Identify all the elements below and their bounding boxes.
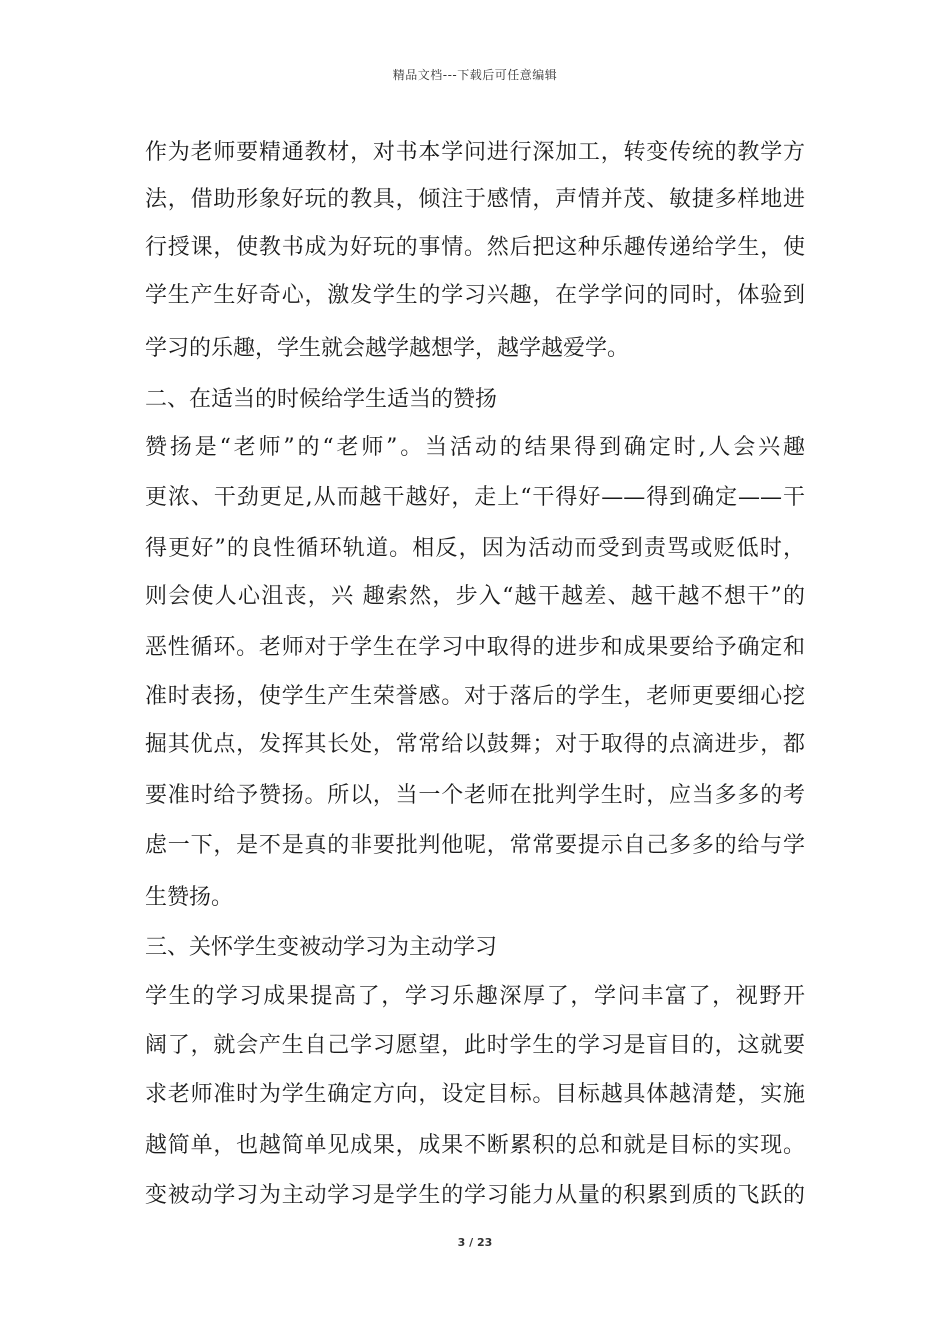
body-line: 要准时给予赞扬。所以，当一个老师在批判学生时，应当多多的考	[145, 783, 805, 808]
page-header: 精品文档---下载后可任意编辑	[392, 68, 558, 82]
body-line: 虑一下，是不是真的非要批判他呢，常常要提示自己多多的给与学	[145, 833, 805, 858]
body-line: 变被动学习为主动学习是学生的学习能力从量的积累到质的飞跃的	[145, 1183, 805, 1208]
body-line: 法，借助形象好玩的教具，倾注于感情，声情并茂、敏捷多样地进	[145, 187, 805, 212]
body-line: 行授课，使教书成为好玩的事情。然后把这种乐趣传递给学生，使	[145, 235, 805, 260]
body-line: 学习的乐趣，学生就会越学越想学，越学越爱学。	[145, 336, 630, 361]
body-line: 更浓、干劲更足,从而越干越好，走上“干得好——得到确定——干	[145, 485, 805, 510]
body-line: 生赞扬。	[145, 885, 234, 910]
body-line: 越简单，也越简单见成果，成果不断累积的总和就是目标的实现。	[145, 1133, 805, 1158]
body-line: 准时表扬，使学生产生荣誉感。对于落后的学生，老师更要细心挖	[145, 684, 805, 709]
body-line: 阔了，就会产生自己学习愿望，此时学生的学习是盲目的，这就要	[145, 1033, 805, 1058]
page-number: 3 / 23	[457, 1236, 493, 1249]
body-line: 赞扬是“老师”的“老师”。当活动的结果得到确定时,人会兴趣	[145, 435, 805, 460]
body-line: 学生的学习成果提高了，学习乐趣深厚了，学问丰富了，视野开	[145, 984, 805, 1009]
body-line: 掘其优点，发挥其长处，常常给以鼓舞；对于取得的点滴进步，都	[145, 732, 805, 757]
body-line: 作为老师要精通教材，对书本学问进行深加工，转变传统的教学方	[145, 140, 805, 165]
section-heading: 三、关怀学生变被动学习为主动学习	[145, 935, 498, 960]
body-line: 得更好”的良性循环轨道。相反，因为活动而受到责骂或贬低时，	[145, 536, 805, 561]
body-line: 学生产生好奇心，激发学生的学习兴趣，在学学问的同时，体验到	[145, 283, 805, 308]
body-line: 求老师准时为学生确定方向，设定目标。目标越具体越清楚，实施	[145, 1082, 805, 1107]
body-line: 恶性循环。老师对于学生在学习中取得的进步和成果要给予确定和	[145, 635, 805, 660]
body-line: 则会使人心沮丧，兴 趣索然，步入“越干越差、越干越不想干”的	[145, 584, 805, 609]
section-heading: 二、在适当的时候给学生适当的赞扬	[145, 387, 498, 412]
